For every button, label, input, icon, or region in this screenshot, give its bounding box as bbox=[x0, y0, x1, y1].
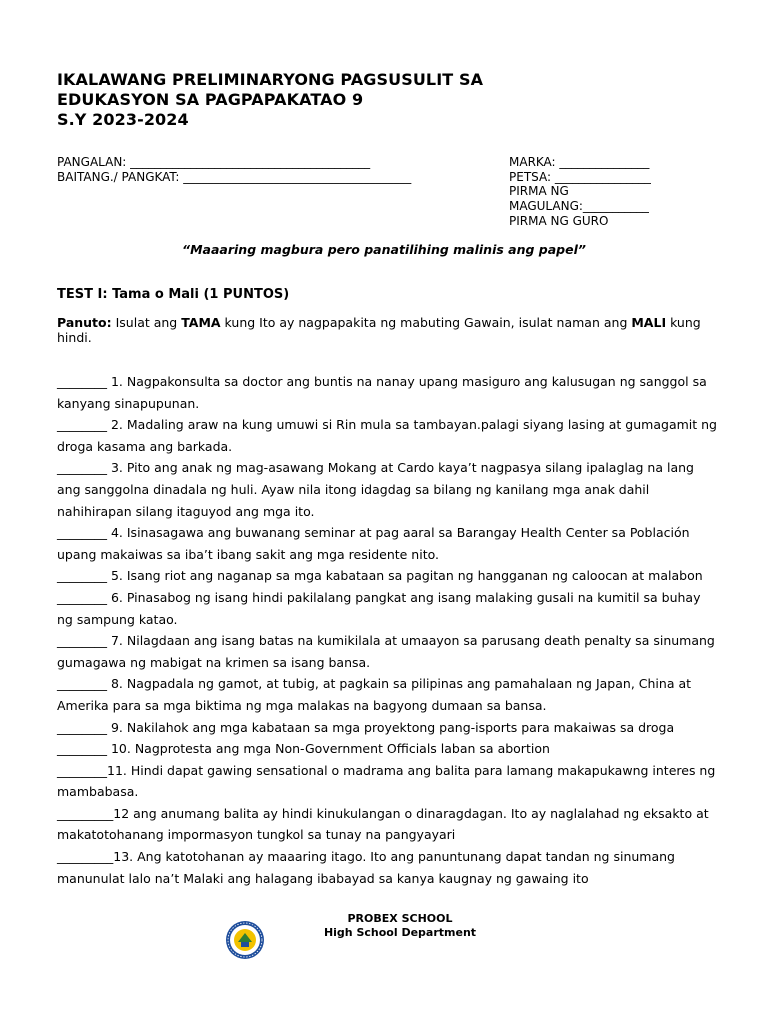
parent-signature-field: MAGULANG:___________ bbox=[509, 199, 649, 214]
question-item-13: _________13. Ang katotohanan ay maaaring itago. Ito ang panuntunang dapat tandan ng sinumang manunulat lalo na’t Malaki ang halagang ibabayad sa kanya kaugnay ng gawaing ito bbox=[57, 849, 675, 886]
parent-signature-label-1: PIRMA NG bbox=[509, 184, 569, 199]
title-line-3: S.Y 2023-2024 bbox=[57, 110, 189, 129]
question-item-2: ________ 2. Madaling araw na kung umuwi si Rin mula sa tambayan.palagi siyang lasing at gumagamit ng droga kasama ang barkada. bbox=[57, 417, 717, 454]
question-item-8: ________ 8. Nagpadala ng gamot, at tubig, at pagkain sa pilipinas ang pamahalaan ng Japan, China at Amerika para sa mga biktima ng mga malakas na bagyong dumaan sa bansa. bbox=[57, 676, 692, 713]
school-name-block bbox=[285, 912, 515, 940]
title-line-1: IKALAWANG PRELIMINARYONG PAGSUSULIT SA bbox=[57, 70, 484, 89]
directions-text-2: kung Ito ay nagpapakita ng mabuting Gawain, isulat naman ang bbox=[220, 315, 632, 330]
test-heading: TEST I: Tama o Mali (1 PUNTOS) bbox=[57, 287, 290, 302]
school-department: High School Department bbox=[323, 926, 477, 939]
question-item-5: ________ 5. Isang riot ang naganap sa mga kabataan sa pagitan ng hangganan ng caloocan at malabon bbox=[57, 568, 703, 584]
title-line-2: EDUKASYON SA PAGPAPAKATAO 9 bbox=[57, 90, 364, 109]
teacher-signature-label: PIRMA NG GURO bbox=[509, 213, 609, 228]
grade-section-field: BAITANG./ PANGKAT: ______________________________________ bbox=[57, 169, 412, 184]
school-name: PROBEX SCHOOL bbox=[347, 912, 453, 925]
name-field: PANGALAN: ________________________________________ bbox=[57, 155, 371, 169]
score-field: MARKA: _______________ bbox=[509, 155, 650, 169]
directions-tama: TAMA bbox=[181, 315, 221, 330]
directions bbox=[57, 315, 707, 345]
directions-mali: MALI bbox=[631, 315, 667, 330]
school-logo-icon bbox=[225, 920, 265, 960]
school-footer bbox=[225, 912, 545, 962]
directions-text-3: kung hindi. bbox=[57, 315, 701, 345]
question-list bbox=[57, 371, 717, 889]
question-item-11: ________11. Hindi dapat gawing sensational o madrama ang balita para lamang makapukawng interes ng mambabasa. bbox=[57, 762, 716, 800]
directions-text-1: Isulat ang bbox=[111, 315, 182, 330]
question-item-1: ________ 1. Nagpakonsulta sa doctor ang buntis na nanay upang masiguro ang kalusugan ng sanggol sa kanyang sinapupunan. bbox=[57, 374, 707, 411]
question-item-9: ________ 9. Nakilahok ang mga kabataan sa mga proyektong pang-isports para makaiwas sa droga bbox=[57, 719, 675, 735]
question-item-3: ________ 3. Pito ang anak ng mag-asawang Mokang at Cardo kaya’t nagpasya silang ipalaglag na lang ang sanggolna dinadala ng huli. Ayaw nila itong idagdag sa bilang ng kanilang mga anak dahil nahihirapan silang itaguyod ang mga ito. bbox=[57, 460, 694, 519]
question-item-4: ________ 4. Isinasagawa ang buwanang seminar at pag aaral sa Barangay Health Center sa Población upang makaiwas sa iba’t ibang sakit ang mga residente nito. bbox=[57, 525, 690, 562]
question-item-6: ________ 6. Pinasabog ng isang hindi pakilalang pangkat ang isang malaking gusali na kumitil sa buhay ng sampung katao. bbox=[57, 589, 701, 627]
question-item-7: ________ 7. Nilagdaan ang isang batas na kumikilala at umaayon sa parusang death penalty sa sinumang gumagawa ng mabigat na krimen sa isang bansa. bbox=[57, 633, 715, 670]
student-info bbox=[57, 155, 411, 184]
question-item-10: ________ 10. Nagprotesta ang mga Non-Government Officials laban sa abortion bbox=[57, 741, 550, 757]
question-item-12: _________12 ang anumang balita ay hindi kinukulangan o dinaragdagan. Ito ay naglalahad ng eksakto at makatotohanang impormasyon tungkol sa tunay na pangyayari bbox=[57, 805, 709, 843]
grading-info bbox=[509, 155, 651, 229]
exam-title bbox=[57, 70, 483, 130]
date-field: PETSA: ________________ bbox=[509, 169, 651, 184]
directions-label: Panuto: bbox=[57, 315, 112, 330]
motto: “Maaaring magbura pero panatilihing malinis ang papel” bbox=[182, 242, 586, 257]
